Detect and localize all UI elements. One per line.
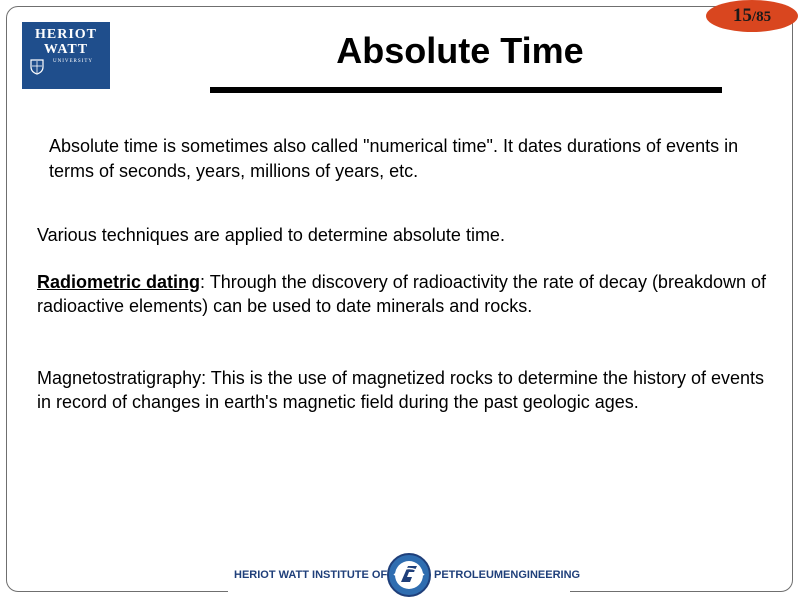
radiometric-term: Radiometric dating [37, 272, 201, 292]
intro-paragraph: Absolute time is sometimes also called "numerical time". It dates durations of events in terms of seconds, years, millions of years, etc. [49, 136, 739, 181]
magnetostratigraphy-paragraph: Magnetostratigraphy: This is the use of magnetized rocks to determine the history of events in record of changes in earth's magnetic field during the past geologic ages. [37, 368, 765, 412]
slide-title: Absolute Time [336, 30, 584, 71]
footer-text-left: HERIOT WATT INSTITUTE OF [234, 569, 388, 581]
logo-line-watt: WATT [43, 42, 89, 57]
page-current: 15 [732, 5, 752, 26]
petroleum-globe-icon [386, 552, 432, 598]
title-underline [210, 87, 722, 93]
page-total: 85 [756, 9, 772, 25]
radiometric-paragraph [37, 270, 777, 318]
shield-crest-icon [30, 59, 44, 75]
radiometric-text: : Through the discovery of radioactivity the rate of decay (breakdown of radioactive elements) can be used to date minerals and rocks. [37, 272, 767, 316]
heriot-watt-logo [22, 22, 110, 89]
logo-line-university: UNIVERSITY [53, 59, 93, 64]
page-separator: / [751, 9, 757, 25]
logo-line-heriot: HERIOT [34, 27, 97, 42]
footer-banner [228, 550, 581, 600]
footer-text-right: PETROLEUMENGINEERING [434, 569, 581, 581]
page-counter [706, 0, 798, 32]
techniques-paragraph: Various techniques are applied to determine absolute time. [37, 225, 505, 245]
